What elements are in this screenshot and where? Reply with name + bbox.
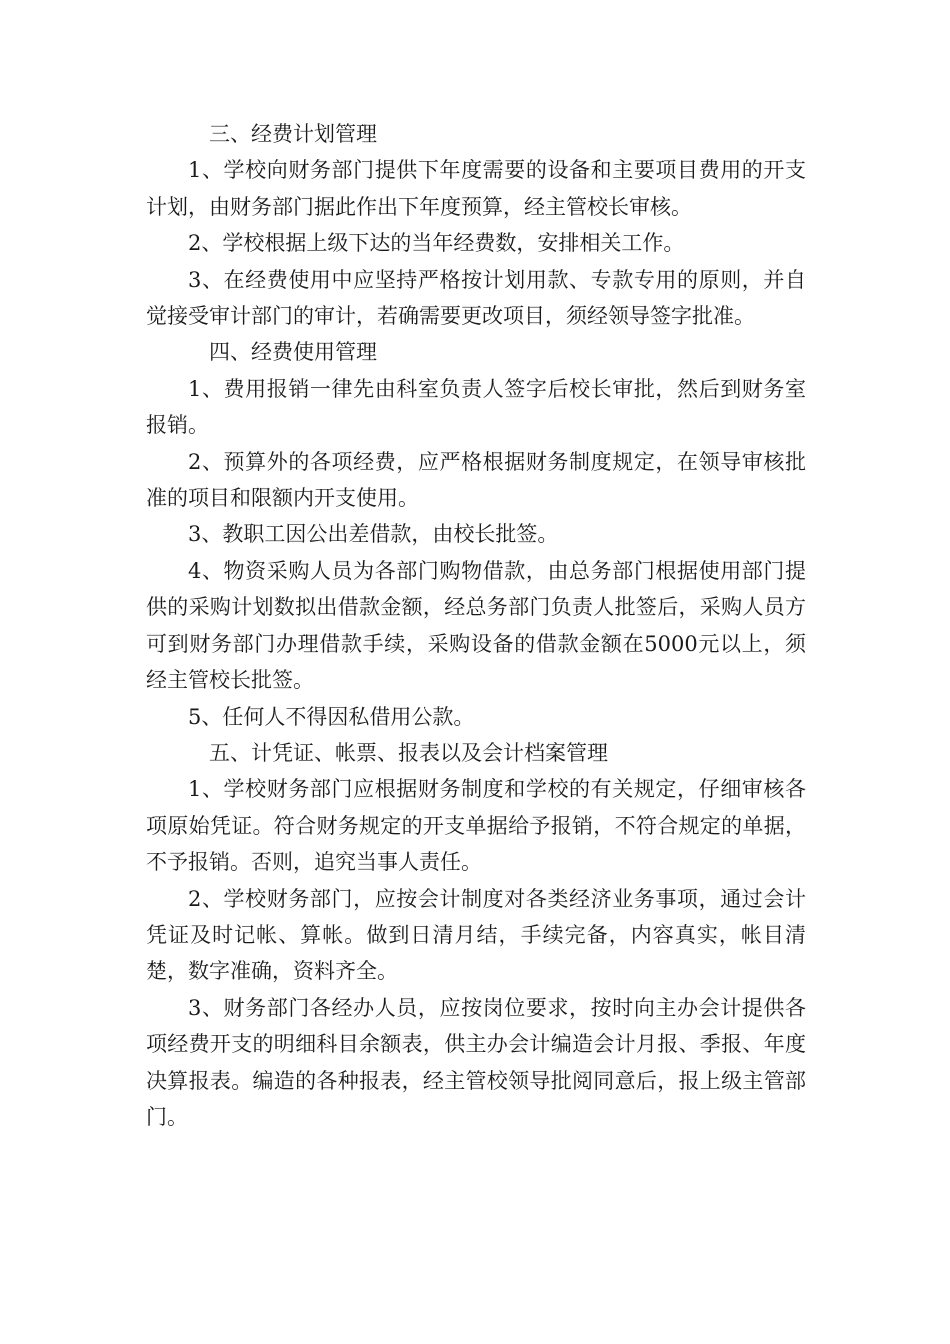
section-heading: 四、经费使用管理 <box>209 340 377 365</box>
paragraph: 2、预算外的各项经费，应严格根据财务制度规定，在领导审核批准的项目和限额内开支使用。 <box>146 449 806 511</box>
paragraph: 4、物资采购人员为各部门购物借款，由总务部门根据使用部门提供的采购计划数拟出借款金额，经总务部门负责人批签后，采购人员方可到财务部门办理借款手续，采购设备的借款金额在5000元以上，须经主管校长批签。 <box>146 558 806 693</box>
section-heading: 五、计凭证、帐票、报表以及会计档案管理 <box>209 740 608 765</box>
paragraph: 1、费用报销一律先由科室负责人签字后校长审批，然后到财务室报销。 <box>146 376 806 438</box>
paragraph: 1、学校向财务部门提供下年度需要的设备和主要项目费用的开支计划，由财务部门据此作出下年度预算，经主管校长审核。 <box>146 158 806 219</box>
paragraph: 1、学校财务部门应根据财务制度和学校的有关规定，仔细审核各项原始凭证。符合财务规定的开支单据给予报销，不符合规定的单据，不予报销。否则，追究当事人责任。 <box>146 777 806 875</box>
paragraph: 3、财务部门各经办人员，应按岗位要求，按时向主办会计提供各项经费开支的明细科目余额表，供主办会计编造会计月报、季报、年度决算报表。编造的各种报表，经主管校领导批阅同意后，报上级主管部门。 <box>146 995 806 1129</box>
paragraph: 5、任何人不得因私借用公款。 <box>188 704 475 729</box>
paragraph: 2、学校财务部门，应按会计制度对各类经济业务事项，通过会计凭证及时记帐、算帐。做到日清月结，手续完备，内容真实，帐目清楚，数字准确，资料齐全。 <box>146 886 806 984</box>
section-heading: 三、经费计划管理 <box>209 122 377 146</box>
paragraph: 3、教职工因公出差借款，由校长批签。 <box>188 522 559 547</box>
paragraph: 2、学校根据上级下达的当年经费数，安排相关工作。 <box>188 231 685 256</box>
paragraph: 3、在经费使用中应坚持严格按计划用款、专款专用的原则，并自觉接受审计部门的审计，若确需要更改项目，须经领导签字批准。 <box>146 267 806 329</box>
document-body <box>146 116 806 1135</box>
